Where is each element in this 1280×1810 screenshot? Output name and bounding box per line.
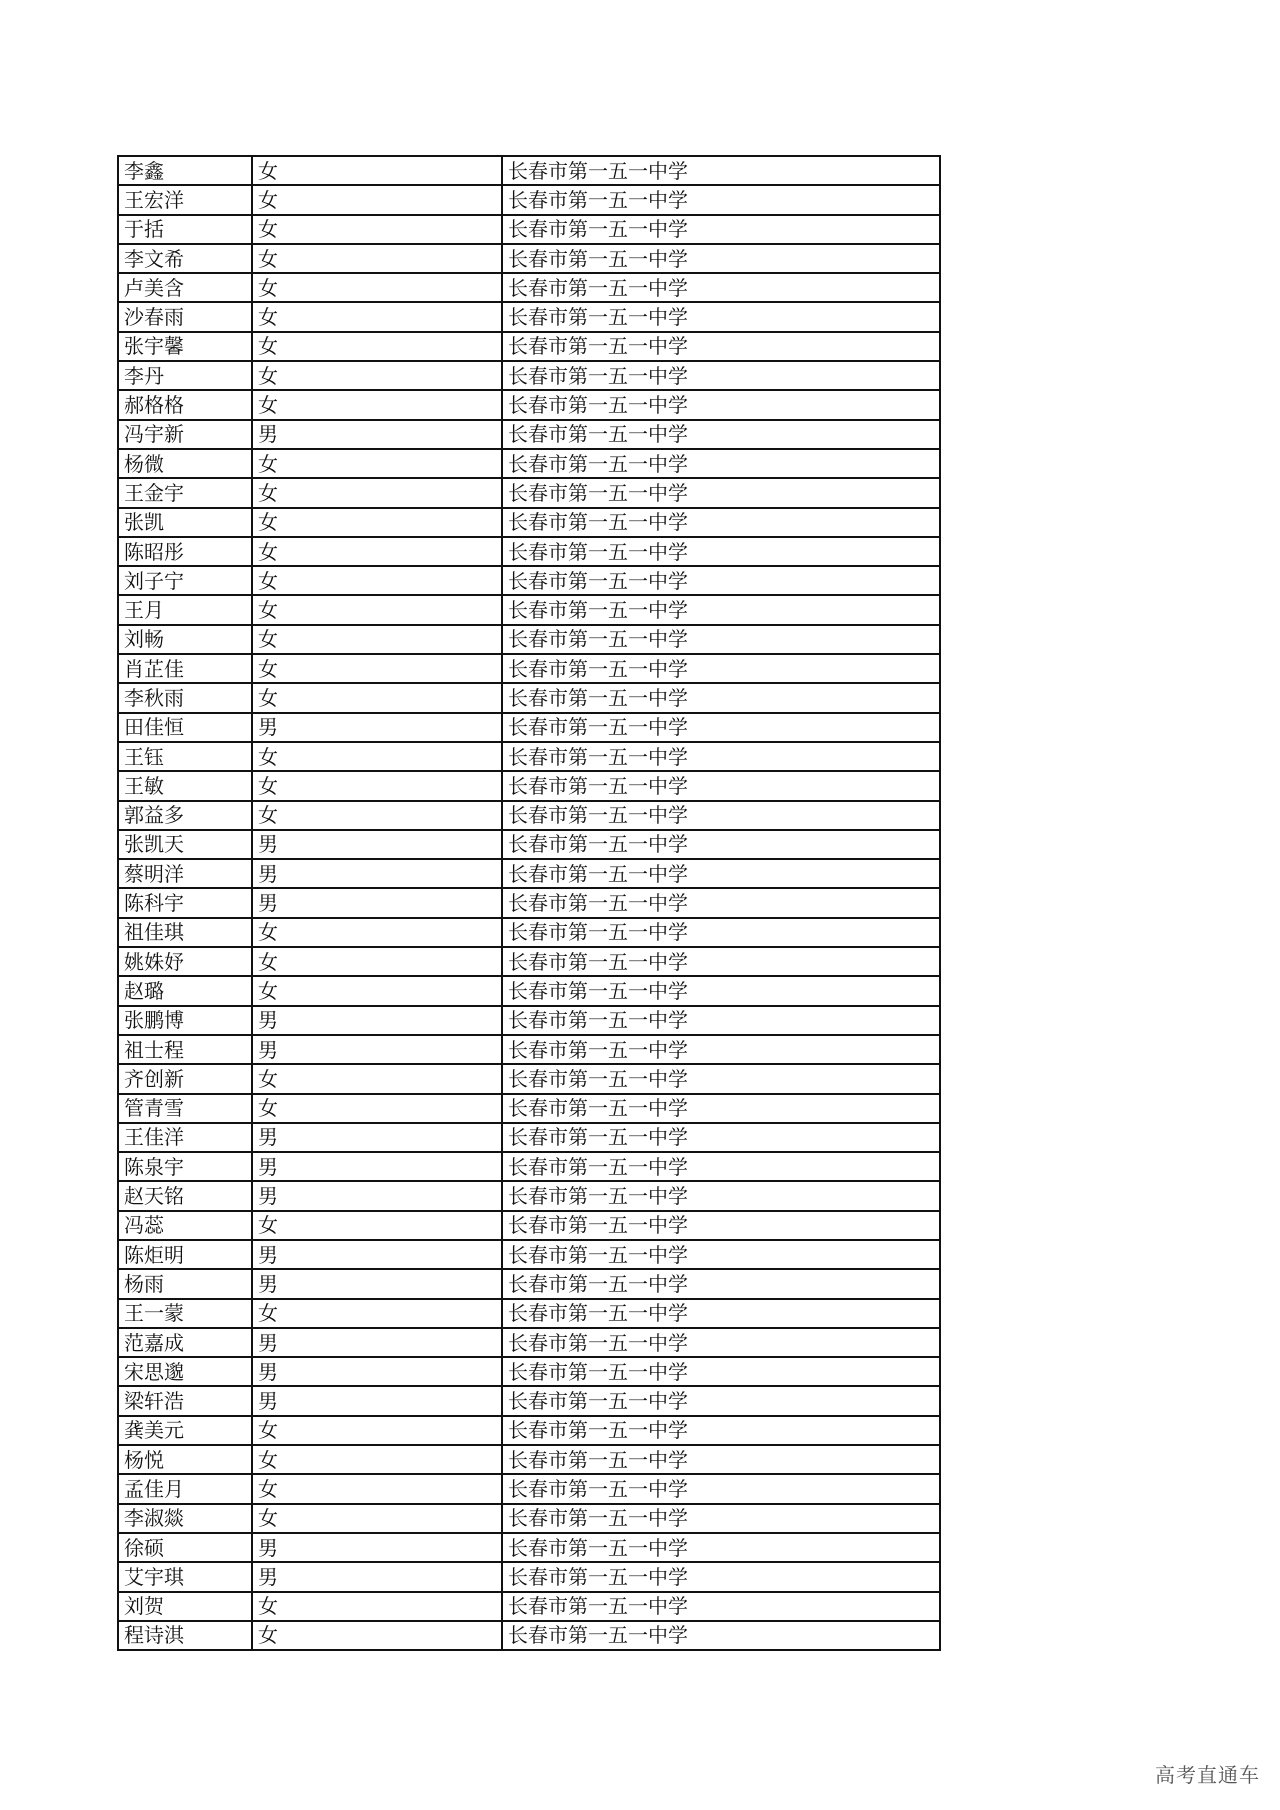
school-cell: 长春市第一五一中学 <box>502 801 940 830</box>
table-row <box>118 1533 940 1562</box>
school-cell: 长春市第一五一中学 <box>502 1064 940 1093</box>
school-cell: 长春市第一五一中学 <box>502 508 940 537</box>
table-row <box>118 273 940 302</box>
name-cell: 杨悦 <box>118 1445 252 1474</box>
table-row <box>118 1123 940 1152</box>
table-row <box>118 1621 940 1650</box>
school-cell: 长春市第一五一中学 <box>502 625 940 654</box>
name-cell: 艾宇琪 <box>118 1562 252 1591</box>
gender-cell: 女 <box>252 683 502 712</box>
gender-cell: 女 <box>252 449 502 478</box>
gender-cell: 女 <box>252 625 502 654</box>
gender-cell: 男 <box>252 1357 502 1386</box>
school-cell: 长春市第一五一中学 <box>502 390 940 419</box>
school-cell: 长春市第一五一中学 <box>502 683 940 712</box>
gender-cell: 女 <box>252 976 502 1005</box>
gender-cell: 男 <box>252 1533 502 1562</box>
table-row <box>118 713 940 742</box>
name-cell: 刘畅 <box>118 625 252 654</box>
table-row <box>118 156 940 185</box>
gender-cell: 男 <box>252 1035 502 1064</box>
gender-cell: 男 <box>252 420 502 449</box>
table-row <box>118 830 940 859</box>
gender-cell: 男 <box>252 1562 502 1591</box>
table-row <box>118 390 940 419</box>
table-row <box>118 420 940 449</box>
school-cell: 长春市第一五一中学 <box>502 595 940 624</box>
name-cell: 李秋雨 <box>118 683 252 712</box>
table-row <box>118 1357 940 1386</box>
table-row <box>118 625 940 654</box>
gender-cell: 女 <box>252 1592 502 1621</box>
gender-cell: 女 <box>252 244 502 273</box>
table-row <box>118 1269 940 1298</box>
name-cell: 祖佳琪 <box>118 918 252 947</box>
name-cell: 赵天铭 <box>118 1181 252 1210</box>
gender-cell: 女 <box>252 1299 502 1328</box>
table-row <box>118 1064 940 1093</box>
watermark-text: 高考直通车 <box>1155 1763 1260 1787</box>
table-row <box>118 244 940 273</box>
table-row <box>118 1592 940 1621</box>
gender-cell: 女 <box>252 1211 502 1240</box>
name-cell: 姚姝妤 <box>118 947 252 976</box>
gender-cell: 女 <box>252 1445 502 1474</box>
gender-cell: 女 <box>252 1474 502 1503</box>
table-row <box>118 918 940 947</box>
name-cell: 王月 <box>118 595 252 624</box>
table-row <box>118 742 940 771</box>
gender-cell: 男 <box>252 1269 502 1298</box>
gender-cell: 女 <box>252 947 502 976</box>
table-row <box>118 1474 940 1503</box>
table-row <box>118 1504 940 1533</box>
gender-cell: 男 <box>252 1006 502 1035</box>
school-cell: 长春市第一五一中学 <box>502 478 940 507</box>
gender-cell: 男 <box>252 1240 502 1269</box>
gender-cell: 女 <box>252 595 502 624</box>
school-cell: 长春市第一五一中学 <box>502 449 940 478</box>
school-cell: 长春市第一五一中学 <box>502 1533 940 1562</box>
school-cell: 长春市第一五一中学 <box>502 888 940 917</box>
name-cell: 宋思邈 <box>118 1357 252 1386</box>
school-cell: 长春市第一五一中学 <box>502 1240 940 1269</box>
name-cell: 龚美元 <box>118 1416 252 1445</box>
name-cell: 杨微 <box>118 449 252 478</box>
table-row <box>118 508 940 537</box>
table-row <box>118 1240 940 1269</box>
school-cell: 长春市第一五一中学 <box>502 566 940 595</box>
school-cell: 长春市第一五一中学 <box>502 156 940 185</box>
student-table-body <box>118 156 940 1650</box>
gender-cell: 女 <box>252 537 502 566</box>
table-row <box>118 1386 940 1415</box>
school-cell: 长春市第一五一中学 <box>502 1562 940 1591</box>
school-cell: 长春市第一五一中学 <box>502 1386 940 1415</box>
table-row <box>118 1152 940 1181</box>
school-cell: 长春市第一五一中学 <box>502 1504 940 1533</box>
name-cell: 蔡明洋 <box>118 859 252 888</box>
gender-cell: 女 <box>252 361 502 390</box>
school-cell: 长春市第一五一中学 <box>502 1035 940 1064</box>
name-cell: 卢美含 <box>118 273 252 302</box>
gender-cell: 男 <box>252 830 502 859</box>
school-cell: 长春市第一五一中学 <box>502 302 940 331</box>
name-cell: 陈泉宇 <box>118 1152 252 1181</box>
name-cell: 冯宇新 <box>118 420 252 449</box>
gender-cell: 女 <box>252 801 502 830</box>
table-row <box>118 1181 940 1210</box>
name-cell: 于括 <box>118 215 252 244</box>
gender-cell: 女 <box>252 1621 502 1650</box>
table-row <box>118 1094 940 1123</box>
school-cell: 长春市第一五一中学 <box>502 1006 940 1035</box>
gender-cell: 男 <box>252 1152 502 1181</box>
school-cell: 长春市第一五一中学 <box>502 1181 940 1210</box>
school-cell: 长春市第一五一中学 <box>502 1269 940 1298</box>
gender-cell: 女 <box>252 332 502 361</box>
school-cell: 长春市第一五一中学 <box>502 1152 940 1181</box>
table-row <box>118 1006 940 1035</box>
school-cell: 长春市第一五一中学 <box>502 976 940 1005</box>
gender-cell: 女 <box>252 390 502 419</box>
gender-cell: 男 <box>252 1123 502 1152</box>
table-row <box>118 478 940 507</box>
name-cell: 刘贺 <box>118 1592 252 1621</box>
name-cell: 张宇馨 <box>118 332 252 361</box>
table-row <box>118 771 940 800</box>
table-row <box>118 859 940 888</box>
table-row <box>118 361 940 390</box>
gender-cell: 女 <box>252 508 502 537</box>
table-row <box>118 947 940 976</box>
gender-cell: 女 <box>252 156 502 185</box>
gender-cell: 男 <box>252 1328 502 1357</box>
name-cell: 张凯 <box>118 508 252 537</box>
name-cell: 郝格格 <box>118 390 252 419</box>
school-cell: 长春市第一五一中学 <box>502 1328 940 1357</box>
gender-cell: 男 <box>252 713 502 742</box>
name-cell: 刘子宁 <box>118 566 252 595</box>
name-cell: 陈炬明 <box>118 1240 252 1269</box>
gender-cell: 女 <box>252 654 502 683</box>
school-cell: 长春市第一五一中学 <box>502 1592 940 1621</box>
school-cell: 长春市第一五一中学 <box>502 1299 940 1328</box>
gender-cell: 男 <box>252 888 502 917</box>
table-row <box>118 537 940 566</box>
gender-cell: 女 <box>252 273 502 302</box>
school-cell: 长春市第一五一中学 <box>502 947 940 976</box>
table-row <box>118 1445 940 1474</box>
gender-cell: 女 <box>252 478 502 507</box>
name-cell: 陈科宇 <box>118 888 252 917</box>
name-cell: 赵璐 <box>118 976 252 1005</box>
school-cell: 长春市第一五一中学 <box>502 1474 940 1503</box>
name-cell: 孟佳月 <box>118 1474 252 1503</box>
table-row <box>118 1035 940 1064</box>
gender-cell: 女 <box>252 1094 502 1123</box>
gender-cell: 女 <box>252 1416 502 1445</box>
table-row <box>118 1211 940 1240</box>
name-cell: 杨雨 <box>118 1269 252 1298</box>
gender-cell: 男 <box>252 859 502 888</box>
gender-cell: 女 <box>252 742 502 771</box>
name-cell: 范嘉成 <box>118 1328 252 1357</box>
school-cell: 长春市第一五一中学 <box>502 859 940 888</box>
school-cell: 长春市第一五一中学 <box>502 742 940 771</box>
name-cell: 梁轩浩 <box>118 1386 252 1415</box>
gender-cell: 女 <box>252 1064 502 1093</box>
name-cell: 冯蕊 <box>118 1211 252 1240</box>
name-cell: 李鑫 <box>118 156 252 185</box>
table-row <box>118 302 940 331</box>
name-cell: 郭益多 <box>118 801 252 830</box>
school-cell: 长春市第一五一中学 <box>502 244 940 273</box>
name-cell: 李文希 <box>118 244 252 273</box>
name-cell: 祖士程 <box>118 1035 252 1064</box>
gender-cell: 女 <box>252 918 502 947</box>
gender-cell: 女 <box>252 771 502 800</box>
school-cell: 长春市第一五一中学 <box>502 273 940 302</box>
gender-cell: 女 <box>252 1504 502 1533</box>
school-cell: 长春市第一五一中学 <box>502 1445 940 1474</box>
table-row <box>118 185 940 214</box>
gender-cell: 男 <box>252 1181 502 1210</box>
name-cell: 王佳洋 <box>118 1123 252 1152</box>
gender-cell: 女 <box>252 566 502 595</box>
name-cell: 张凯天 <box>118 830 252 859</box>
table-row <box>118 683 940 712</box>
name-cell: 张鹏博 <box>118 1006 252 1035</box>
school-cell: 长春市第一五一中学 <box>502 185 940 214</box>
table-row <box>118 1328 940 1357</box>
school-cell: 长春市第一五一中学 <box>502 713 940 742</box>
table-row <box>118 654 940 683</box>
name-cell: 管青雪 <box>118 1094 252 1123</box>
school-cell: 长春市第一五一中学 <box>502 1621 940 1650</box>
school-cell: 长春市第一五一中学 <box>502 654 940 683</box>
name-cell: 田佳恒 <box>118 713 252 742</box>
table-row <box>118 1416 940 1445</box>
school-cell: 长春市第一五一中学 <box>502 1094 940 1123</box>
gender-cell: 女 <box>252 215 502 244</box>
school-cell: 长春市第一五一中学 <box>502 215 940 244</box>
gender-cell: 女 <box>252 302 502 331</box>
school-cell: 长春市第一五一中学 <box>502 830 940 859</box>
school-cell: 长春市第一五一中学 <box>502 332 940 361</box>
table-row <box>118 976 940 1005</box>
name-cell: 徐硕 <box>118 1533 252 1562</box>
school-cell: 长春市第一五一中学 <box>502 420 940 449</box>
name-cell: 齐创新 <box>118 1064 252 1093</box>
name-cell: 王金宇 <box>118 478 252 507</box>
school-cell: 长春市第一五一中学 <box>502 771 940 800</box>
school-cell: 长春市第一五一中学 <box>502 1416 940 1445</box>
table-row <box>118 1299 940 1328</box>
school-cell: 长春市第一五一中学 <box>502 537 940 566</box>
table-row <box>118 1562 940 1591</box>
name-cell: 王宏洋 <box>118 185 252 214</box>
name-cell: 李丹 <box>118 361 252 390</box>
school-cell: 长春市第一五一中学 <box>502 918 940 947</box>
school-cell: 长春市第一五一中学 <box>502 1123 940 1152</box>
name-cell: 沙春雨 <box>118 302 252 331</box>
table-row <box>118 332 940 361</box>
table-row <box>118 449 940 478</box>
name-cell: 王一蒙 <box>118 1299 252 1328</box>
student-table <box>117 155 941 1651</box>
school-cell: 长春市第一五一中学 <box>502 361 940 390</box>
name-cell: 王敏 <box>118 771 252 800</box>
table-row <box>118 215 940 244</box>
table-row <box>118 801 940 830</box>
name-cell: 程诗淇 <box>118 1621 252 1650</box>
gender-cell: 男 <box>252 1386 502 1415</box>
school-cell: 长春市第一五一中学 <box>502 1357 940 1386</box>
name-cell: 李淑燚 <box>118 1504 252 1533</box>
name-cell: 王钰 <box>118 742 252 771</box>
name-cell: 陈昭彤 <box>118 537 252 566</box>
table-row <box>118 888 940 917</box>
table-row <box>118 566 940 595</box>
table-row <box>118 595 940 624</box>
name-cell: 肖芷佳 <box>118 654 252 683</box>
gender-cell: 女 <box>252 185 502 214</box>
school-cell: 长春市第一五一中学 <box>502 1211 940 1240</box>
